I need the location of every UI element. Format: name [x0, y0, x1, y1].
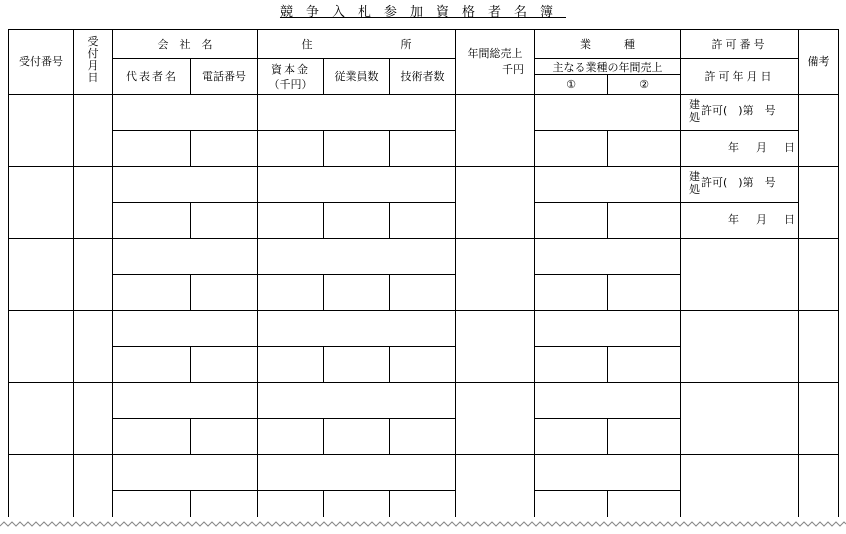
header-annual-sales-unit: 千円	[502, 63, 524, 76]
header-employees: 従業員数	[334, 70, 379, 83]
permit-sho-2: 処	[689, 183, 700, 196]
header-receipt-date: 受付月日	[87, 35, 99, 84]
header-license-date: 許可年月日	[704, 70, 775, 83]
header-phone: 電話番号	[202, 70, 246, 83]
header-capital: 資本金	[271, 63, 310, 76]
header-main-industry-sales: 主なる業種の年間売上	[552, 61, 663, 74]
header-representative: 代表者名	[126, 70, 178, 83]
permit-sho-1: 処	[689, 111, 700, 124]
page-title: 競争入札参加資格者名簿	[279, 5, 566, 20]
permit-label-2: 許可( )第 号	[701, 176, 776, 189]
header-annual-sales: 年間総売上	[467, 47, 523, 60]
header-receipt-no: 受付番号	[19, 55, 63, 68]
header-industry: 業 種	[580, 38, 635, 51]
permit-label-1: 許可( )第 号	[701, 104, 776, 117]
header-industry-1: ①	[566, 78, 576, 91]
header-company-name: 会 社 名	[157, 38, 213, 51]
header-remarks: 備考	[807, 55, 830, 68]
permit-date-2: 年 月 日	[728, 213, 798, 226]
header-technicians: 技術者数	[400, 70, 445, 83]
header-license-no: 許可番号	[711, 38, 768, 51]
permit-ken-2: 建	[689, 170, 700, 183]
header-industry-2: ②	[639, 78, 649, 91]
header-capital-unit: （千円）	[268, 78, 313, 91]
permit-date-1: 年 月 日	[728, 141, 798, 154]
header-address: 住 所	[301, 38, 412, 51]
permit-ken-1: 建	[689, 98, 700, 111]
